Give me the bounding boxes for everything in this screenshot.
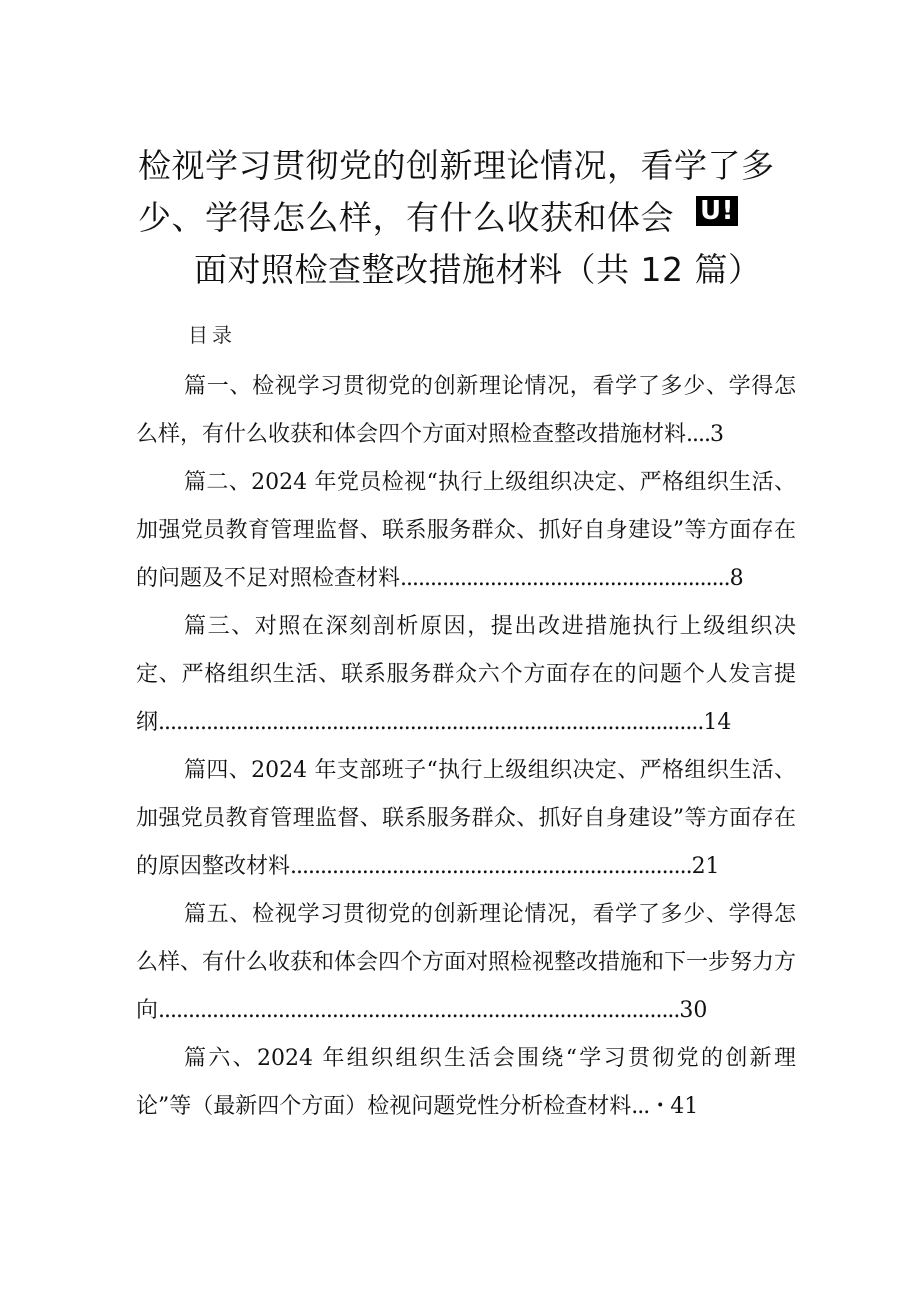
toc-entry[interactable] [136, 891, 796, 1035]
toc-entry[interactable] [136, 747, 796, 891]
toc-entry-page: 8 [729, 566, 744, 591]
toc-entry[interactable] [136, 603, 796, 747]
toc-entry[interactable] [136, 459, 796, 603]
toc-entry-leader: .... [686, 422, 710, 447]
title-line-1: 检视学习贯彻党的创新理论情况，看学了多 [138, 146, 775, 185]
toc-entry[interactable] [136, 1035, 796, 1131]
toc-entry-page: 21 [691, 854, 720, 879]
toc-entry-leader: ...・ [631, 1094, 671, 1119]
document-title [138, 140, 778, 296]
toc-entry-page: 14 [703, 710, 732, 735]
toc-entry[interactable] [136, 363, 796, 459]
title-line-2-text: 少、学得怎么样，有什么收获和体会 [138, 198, 674, 237]
toc-entry-text: 篇五、检视学习贯彻党的创新理论情况，看学了多少、学得怎么样、有什么收获和体会四个方面对照检视整改措施和下一步努力方向 [136, 902, 797, 1023]
toc-entry-text: 篇六、2024 年组织组织生活会围绕“学习贯彻党的创新理论”等（最新四个方面）检视问题党性分析检查材料 [136, 1046, 796, 1119]
toc-entry-leader: ................................................................... [290, 854, 692, 879]
toc-entry-text: 篇四、2024 年支部班子“执行上级组织决定、严格组织生活、加强党员教育管理监督、联系服务群众、抓好自身建设”等方面存在的原因整改材料 [136, 758, 796, 879]
toc-entry-page: 30 [679, 998, 708, 1023]
toc-entry-page: 3 [710, 422, 724, 447]
toc-entry-leader: ....................................................................................... [158, 998, 680, 1023]
toc-entry-leader: ....................................................... [400, 566, 730, 591]
table-of-contents [136, 363, 796, 1131]
title-line-2 [138, 192, 778, 244]
toc-entry-text: 篇一、检视学习贯彻党的创新理论情况，看学了多少、学得怎么样，有什么收获和体会四个方面对照检查整改措施材料 [136, 374, 796, 447]
toc-entry-page: 41 [670, 1094, 699, 1119]
toc-heading: 目录 [188, 323, 236, 347]
toc-entry-text: 篇二、2024 年党员检视“执行上级组织决定、严格组织生活、加强党员教育管理监督、联系服务群众、抓好自身建设”等方面存在的问题及不足对照检查材料 [136, 470, 796, 591]
toc-entry-leader: ........................................................................................... [158, 710, 704, 735]
title-badge: U! [696, 196, 738, 226]
title-line-3: 面对照检查整改措施材料（共 12 篇） [194, 250, 762, 289]
toc-entry-text: 篇三、对照在深刻剖析原因，提出改进措施执行上级组织决定、严格组织生活、联系服务群众六个方面存在的问题个人发言提纲 [136, 614, 796, 735]
